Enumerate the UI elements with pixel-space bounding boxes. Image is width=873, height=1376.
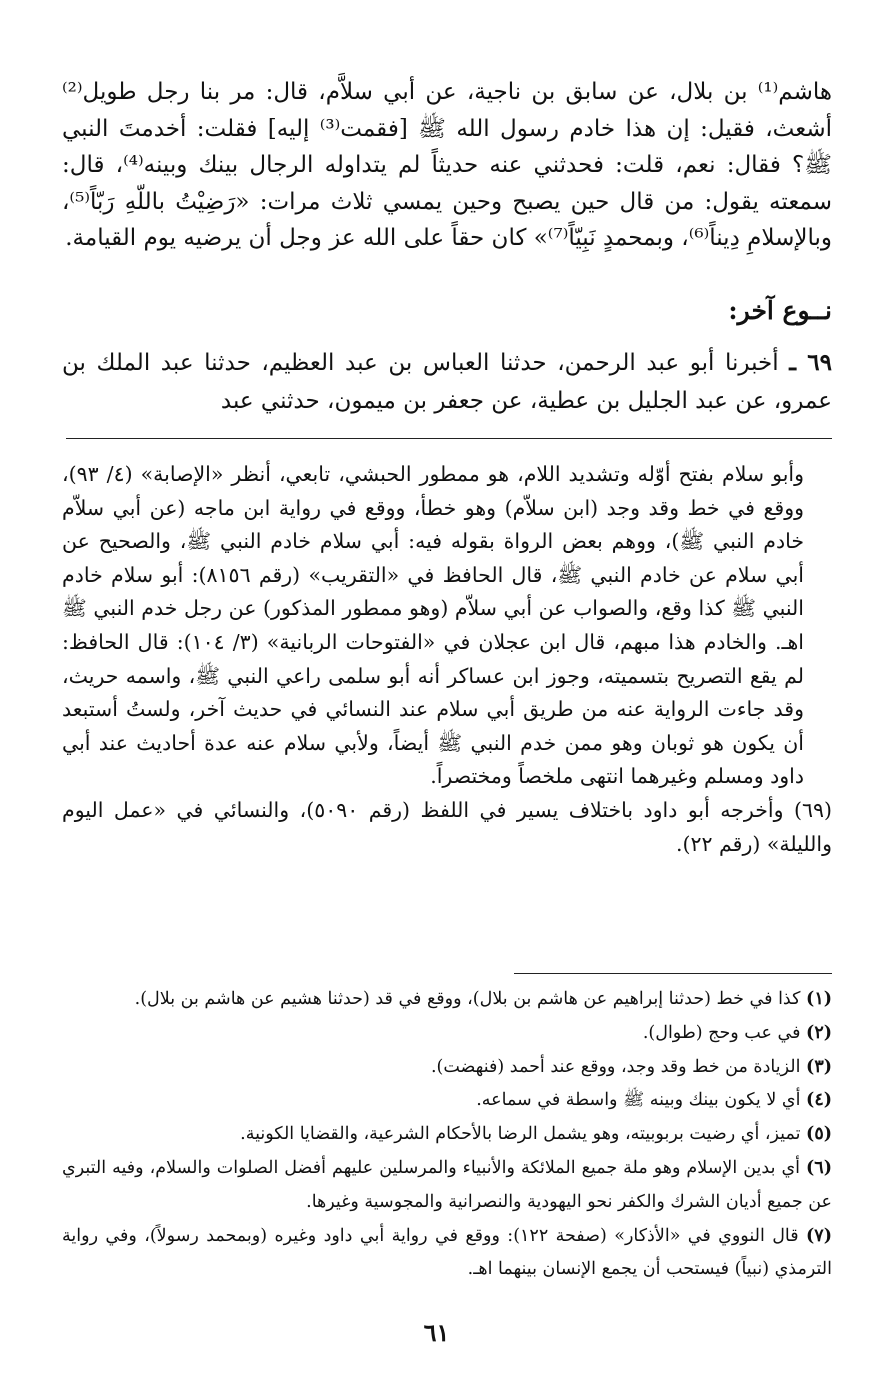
footnote-7 [62, 1220, 832, 1288]
footnote-separator [514, 973, 832, 974]
footnote-text: قال النووي في «الأذكار» (صفحة ١٢٢): ووقع في رواية أبي داود وغيره (وبمحمد رسولاً)، وفي رواية الترمذي (نبياً) فيستحب أن يجمع الإنسان بينهما اهـ. [62, 1225, 832, 1280]
section-heading: نــوع آخر: [728, 296, 832, 325]
footnote-5 [62, 1118, 832, 1152]
takhrij-paragraph: (٦٩) وأخرجه أبو داود باختلاف يسير في اللفظ (رقم ٥٠٩٠)، والنسائي في «عمل اليوم والليلة» (رقم ٢٢). [62, 797, 832, 856]
footnote-2 [62, 1017, 832, 1051]
footnote-number: (٥) [806, 1124, 832, 1145]
main-text [62, 74, 832, 257]
footnote-text: كذا في خط (حدثنا إبراهيم عن هاشم بن بلال)، ووقع في قد (حدثنا هشيم عن هاشم بن بلال). [134, 989, 801, 1009]
page-number: ٦١ [423, 1318, 450, 1347]
footnote-text: في عب وحج (طوال). [642, 1022, 801, 1043]
footnote-number: (١) [806, 989, 832, 1009]
footnote-number: (٢) [806, 1022, 832, 1043]
separator-line [66, 438, 832, 439]
footnote-1 [62, 983, 832, 1017]
footnote-number: (٤) [806, 1090, 832, 1111]
footnote-number: (٧) [806, 1225, 832, 1246]
footnote-text: الزيادة من خط وقد وجد، ووقع عند أحمد (فنهضت). [430, 1056, 801, 1077]
footnote-text: تميز، أي رضيت بربوبيته، وهو يشمل الرضا بالأحكام الشرعية، والقضايا الكونية. [240, 1124, 801, 1145]
commentary [62, 458, 832, 861]
hadith-text: أخبرنا أبو عبد الرحمن، حدثنا العباس بن عبد العظيم، حدثنا عبد الملك بن عمرو، عن عبد الجليل بن عطية، عن جعفر بن ميمون، حدثني عبد [62, 350, 832, 414]
footnote-number: (٦) [806, 1157, 832, 1178]
footnote-number: (٣) [806, 1056, 832, 1077]
hadith-number: ٦٩ ـ [789, 349, 832, 376]
hadith-entry [62, 344, 832, 420]
commentary-paragraph: وأبو سلام بفتح أوّله وتشديد اللام، هو ممطور الحبشي، تابعي، أنظر «الإصابة» (٤/ ٩٣)، ووقع في خط وقد وجد (ابن سلاّم) وهو خطأ، ووقع في رواية ابن ماجه (عن أبي سلاّم خادم النبي ﷺ)، ووهم بعض الرواة بقوله فيه: أبي سلام خادم النبي ﷺ، والصحيح عن أبي سلام عن خادم النبي ﷺ، قال الحافظ في «التقريب» (رقم ٨١٥٦): أبو سلام خادم النبي ﷺ كذا وقع، والصواب عن أبي سلاّم (وهو ممطور المذكور) عن رجل خدم النبي ﷺ اهـ. والخادم هذا مبهم، قال ابن عجلان في «الفتوحات الربانية» (٣/ ١٠٤): قال الحافظ: لم يقع التصريح بتسميته، وجوز ابن عساكر أنه أبو سلمى راعي النبي ﷺ، واسمه حريث، وقد جاءت الرواية عنه من طريق أبي سلام عند النسائي في حديث آخر، ولستُ أستبعد أن يكون هو ثوبان وهو ممن خدم النبي ﷺ أيضاً، ولأبي سلام عنه عدة أحاديث عند أبي داود ومسلم وغيرهما انتهى ملخصاً ومختصراً. [62, 462, 804, 789]
main-paragraph: هاشم⁽¹⁾ بن بلال، عن سابق بن ناجية، عن أبي سلاَّم، قال: مر بنا رجل طويل⁽²⁾ أشعث، فقيل: إن هذا خادم رسول الله ﷺ [فقمت⁽³⁾ إليه] فقلت: أخدمتَ النبي ﷺ؟ فقال: نعم، قلت: فحدثني عنه حديثاً لم يتداوله الرجال بينك وبينه⁽⁴⁾، قال: سمعته يقول: من قال حين يصبح وحين يمسي ثلاث مرات: «رَضِيْتُ باللّهِ رَبّاً⁽⁵⁾، وبالإسلامِ دِيناً⁽⁶⁾، وبمحمدٍ نَبِيّاً⁽⁷⁾» كان حقاً على الله عز وجل أن يرضيه يوم القيامة. [62, 79, 832, 251]
footnote-text: أي بدين الإسلام وهو ملة جميع الملائكة والأنبياء والمرسلين عليهم أفضل الصلوات والسلام، وفيه التبري عن جميع أديان الشرك والكفر نحو اليهودية والنصرانية والمجوسية وغيرها. [62, 1157, 832, 1212]
footnote-3 [62, 1051, 832, 1085]
footnote-text: أي لا يكون بينك وبينه ﷺ واسطة في سماعه. [476, 1090, 801, 1111]
footnotes [62, 983, 832, 1287]
footnote-4 [62, 1084, 832, 1118]
footnote-6 [62, 1152, 832, 1220]
